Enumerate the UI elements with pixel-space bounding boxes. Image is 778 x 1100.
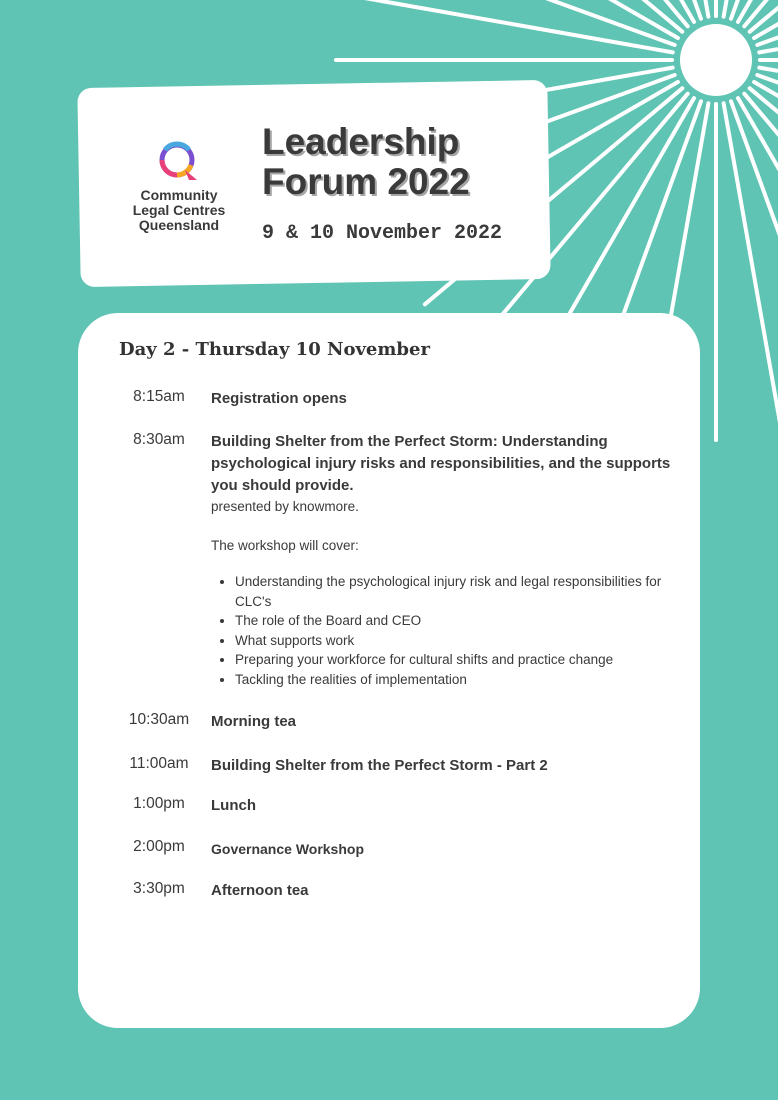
topic-list-item: • The role of the Board and CEO xyxy=(235,611,671,631)
item-title: Building Shelter from the Perfect Storm - Part 2 xyxy=(211,757,548,774)
title-line1: Leadership xyxy=(262,121,460,162)
item-title: Lunch xyxy=(211,797,256,814)
item-presenter: presented by knowmore. xyxy=(211,499,359,514)
item-title: Afternoon tea xyxy=(211,882,309,899)
logo-text-line2: Legal Centres xyxy=(132,202,226,218)
logo-text-line3: Queensland xyxy=(138,217,220,233)
header-card xyxy=(77,80,550,287)
topic-list-item: • What supports work xyxy=(235,631,671,651)
item-time: 3:30pm xyxy=(133,880,185,897)
logo-text-line1: Community xyxy=(140,187,218,203)
item-time: 8:15am xyxy=(133,388,185,405)
topic-list-item: • Understanding the psychological injury risk and legal responsibilities for CLC's xyxy=(235,572,671,611)
topic-list xyxy=(211,572,671,689)
topic-list-item: • Tackling the realities of implementation xyxy=(235,670,671,690)
event-dates: 9 & 10 November 2022 xyxy=(262,222,503,245)
item-title: Registration opens xyxy=(211,390,347,407)
topic-list-item: • Preparing your workforce for cultural shifts and practice change xyxy=(235,650,671,670)
schedule-card xyxy=(78,313,700,1028)
item-time: 1:00pm xyxy=(133,795,185,812)
item-time: 10:30am xyxy=(128,711,190,728)
item-title: Morning tea xyxy=(211,713,296,730)
clcq-logo xyxy=(119,140,239,233)
item-time: 11:00am xyxy=(129,755,189,772)
item-intro: The workshop will cover: xyxy=(211,538,359,553)
logo-mark-icon xyxy=(155,140,203,184)
page-title xyxy=(262,122,470,202)
item-time: 2:00pm xyxy=(133,838,185,855)
item-title: Governance Workshop xyxy=(211,841,365,857)
title-line2: Forum 2022 xyxy=(262,161,470,202)
item-time: 8:30am xyxy=(133,431,185,448)
day-heading: Day 2 - Thursday 10 November xyxy=(119,339,430,360)
item-title: Building Shelter from the Perfect Storm: Understanding psychological injury risks and responsibilities, and the supports you should provide. xyxy=(211,433,671,494)
